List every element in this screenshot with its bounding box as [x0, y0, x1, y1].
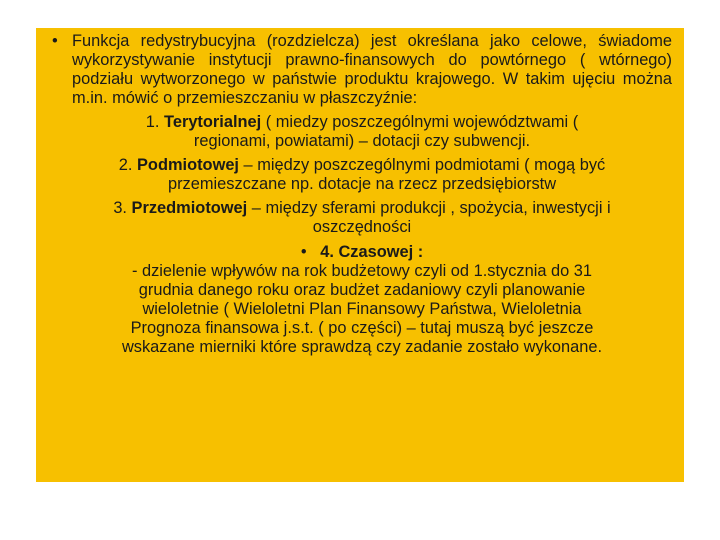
intro-paragraph [52, 32, 672, 108]
section-temporal [52, 243, 672, 357]
item-term: Terytorialnej [164, 113, 262, 131]
bullet-icon: • [300, 243, 307, 261]
item-term: Przedmiotowej [131, 199, 248, 217]
item-line-continued: oszczędności [312, 218, 412, 236]
item-number: 3. [113, 199, 127, 217]
section-line: wskazane mierniki które sprawdzą czy zadanie zostało wykonane. [121, 338, 603, 356]
section-line: wieloletnie ( Wieloletni Plan Finansowy Państwa, Wieloletnia [142, 300, 582, 318]
list-item-territorial [52, 113, 672, 151]
slide-content-box [36, 28, 684, 482]
item-text: – między poszczególnymi podmiotami ( mogą być [239, 156, 606, 174]
item-term: Podmiotowej [137, 156, 239, 174]
bullet-icon: • [52, 32, 58, 50]
section-heading: 4. Czasowej : [320, 243, 424, 261]
item-number: 1. [145, 113, 160, 131]
list-item-objective [52, 199, 672, 237]
intro-text: Funkcja redystrybucyjna (rozdzielcza) jest określana jako celowe, świadome wykorzystywanie instytucji prawno-finansowych do powtórnego ( wtórnego) podziału wytworzonego w państwie produktu krajowego. W takim ujęciu można m.in. mówić o przemieszczaniu w płaszczyźnie: [72, 32, 672, 107]
section-line: - dzielenie wpływów na rok budżetowy czyli od 1.stycznia do 31 [131, 262, 593, 280]
section-line: Prognoza finansowa j.s.t. ( po części) – tutaj muszą być jeszcze [130, 319, 594, 337]
item-line [52, 199, 672, 218]
item-line [52, 156, 672, 175]
item-text: – między sferami produkcji , spożycia, inwestycji i [247, 199, 611, 217]
section-line: grudnia danego roku oraz budżet zadaniowy czyli planowanie [138, 281, 586, 299]
section-heading-line [52, 243, 672, 262]
item-line [52, 113, 672, 132]
item-line-continued: przemieszczane np. dotacje na rzecz przedsiębiorstw [167, 175, 557, 193]
item-line-continued: regionami, powiatami) – dotacji czy subwencji. [193, 132, 531, 150]
item-number: 2. [118, 156, 133, 174]
list-item-subjective [52, 156, 672, 194]
item-text: ( miedzy poszczególnymi województwami ( [261, 113, 579, 131]
